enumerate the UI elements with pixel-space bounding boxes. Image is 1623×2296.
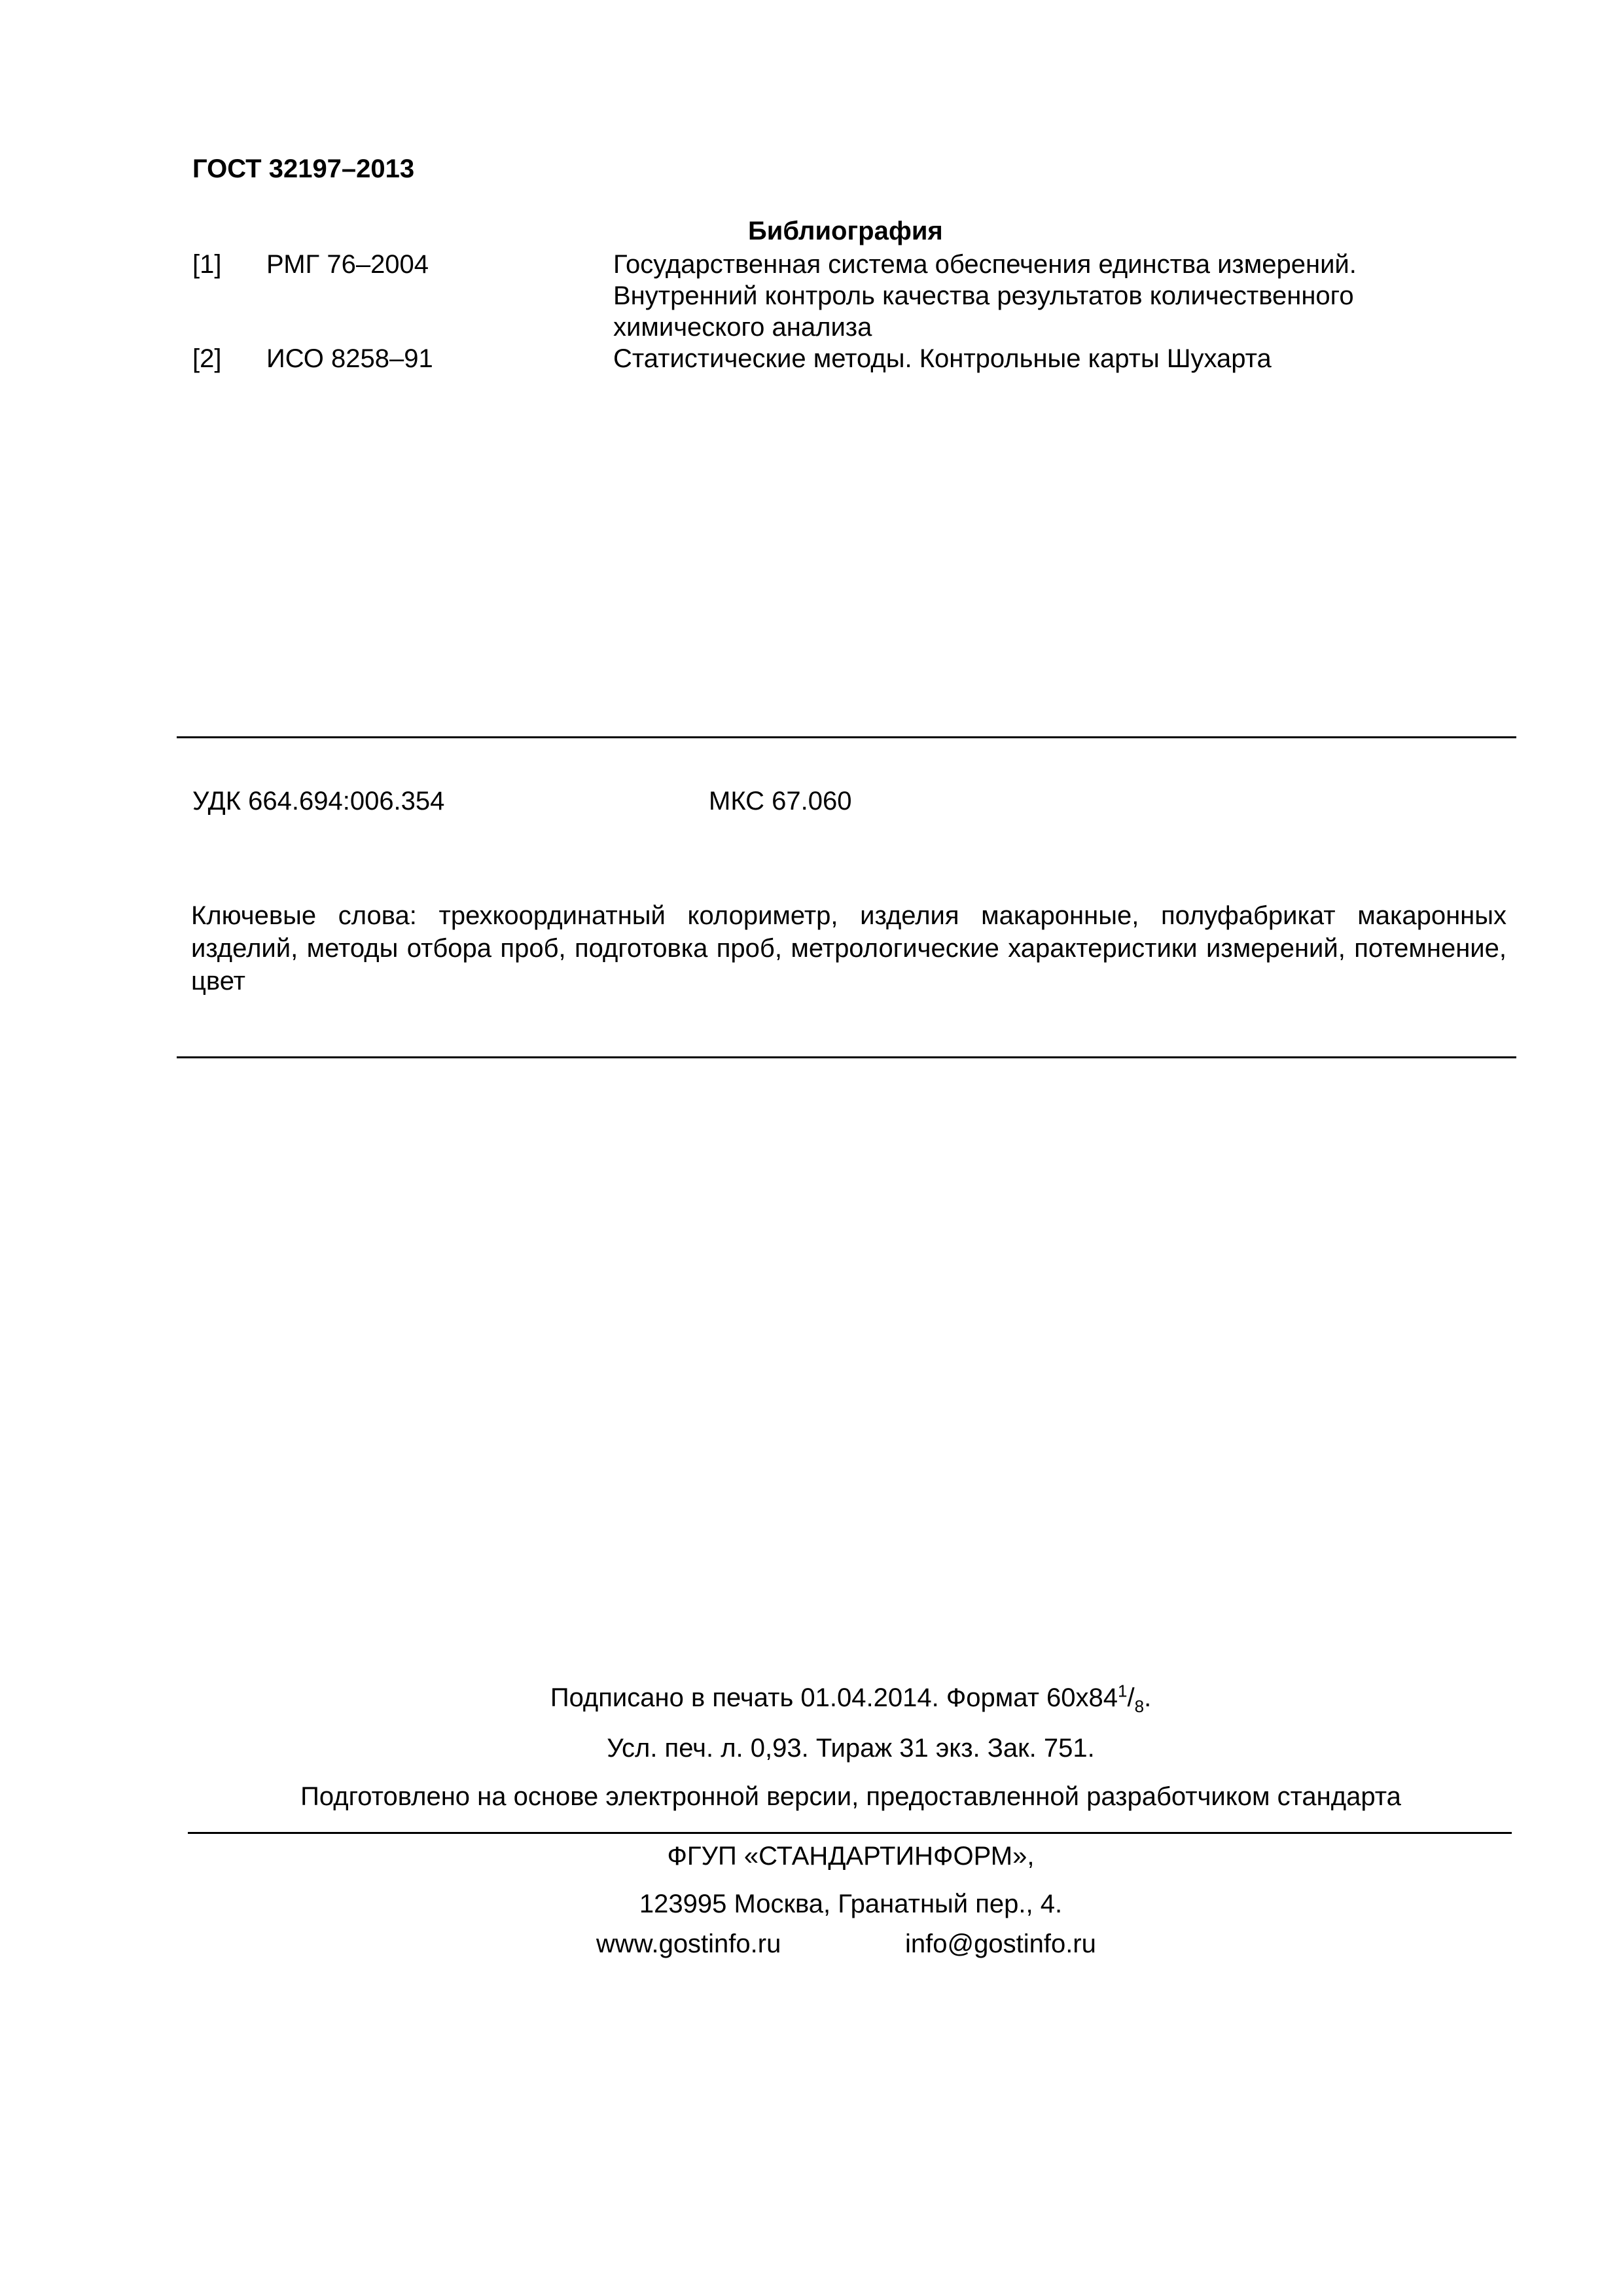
imprint-prepared-note: Подготовлено на основе электронной версии, предоставленной разработчиком стандарта: [300, 1782, 1401, 1811]
bib-entry-1-line-2: Внутренний контроль качества результатов количественного: [613, 281, 1354, 310]
imprint-address: 123995 Москва, Гранатный пер., 4.: [639, 1890, 1063, 1918]
format-fraction-denominator: 8: [1134, 1696, 1145, 1716]
keywords-paragraph: Ключевые слова: трехкоординатный колориметр, изделия макаронные, полуфабрикат макаронных изделий, методы отбора проб, подготовка проб, метрологические характеристики измерений, потемнение, цвет: [191, 901, 1507, 996]
format-fraction-numerator: 1: [1118, 1681, 1128, 1701]
bib-entry-2-line-1: Статистические методы. Контрольные карты Шухарта: [613, 344, 1272, 373]
bib-entry-1-line-1: Государственная система обеспечения единства измерений.: [613, 250, 1357, 279]
imprint-signed-line: [190, 1681, 1512, 1716]
format-fraction-slash: /: [1127, 1683, 1135, 1712]
bib-entry-1-line-3: химического анализа: [613, 313, 872, 342]
bibliography-title: Библиография: [748, 217, 943, 245]
imprint-print-info: Усл. печ. л. 0,93. Тираж 31 экз. Зак. 751.: [607, 1734, 1095, 1763]
mks-code: МКС 67.060: [709, 787, 852, 816]
divider-top: [177, 736, 1516, 738]
udk-code: УДК 664.694:006.354: [192, 787, 445, 816]
imprint-divider: [188, 1832, 1512, 1834]
imprint-email: info@gostinfo.ru: [905, 1929, 1096, 1958]
divider-bottom: [177, 1056, 1516, 1058]
imprint-publisher: ФГУП «СТАНДАРТИНФОРМ»,: [667, 1842, 1035, 1871]
imprint-signed-end: .: [1144, 1683, 1152, 1712]
standard-id: ГОСТ 32197–2013: [192, 154, 415, 183]
bib-entry-2-num: [2]: [192, 344, 222, 373]
bib-entry-1-num: [1]: [192, 250, 222, 279]
imprint-signed-text: Подписано в печать 01.04.2014. Формат 60х84: [550, 1683, 1118, 1712]
bib-entry-1-code: РМГ 76–2004: [266, 250, 429, 279]
bib-entry-2-code: ИСО 8258–91: [266, 344, 433, 373]
imprint-website: www.gostinfo.ru: [596, 1929, 781, 1958]
